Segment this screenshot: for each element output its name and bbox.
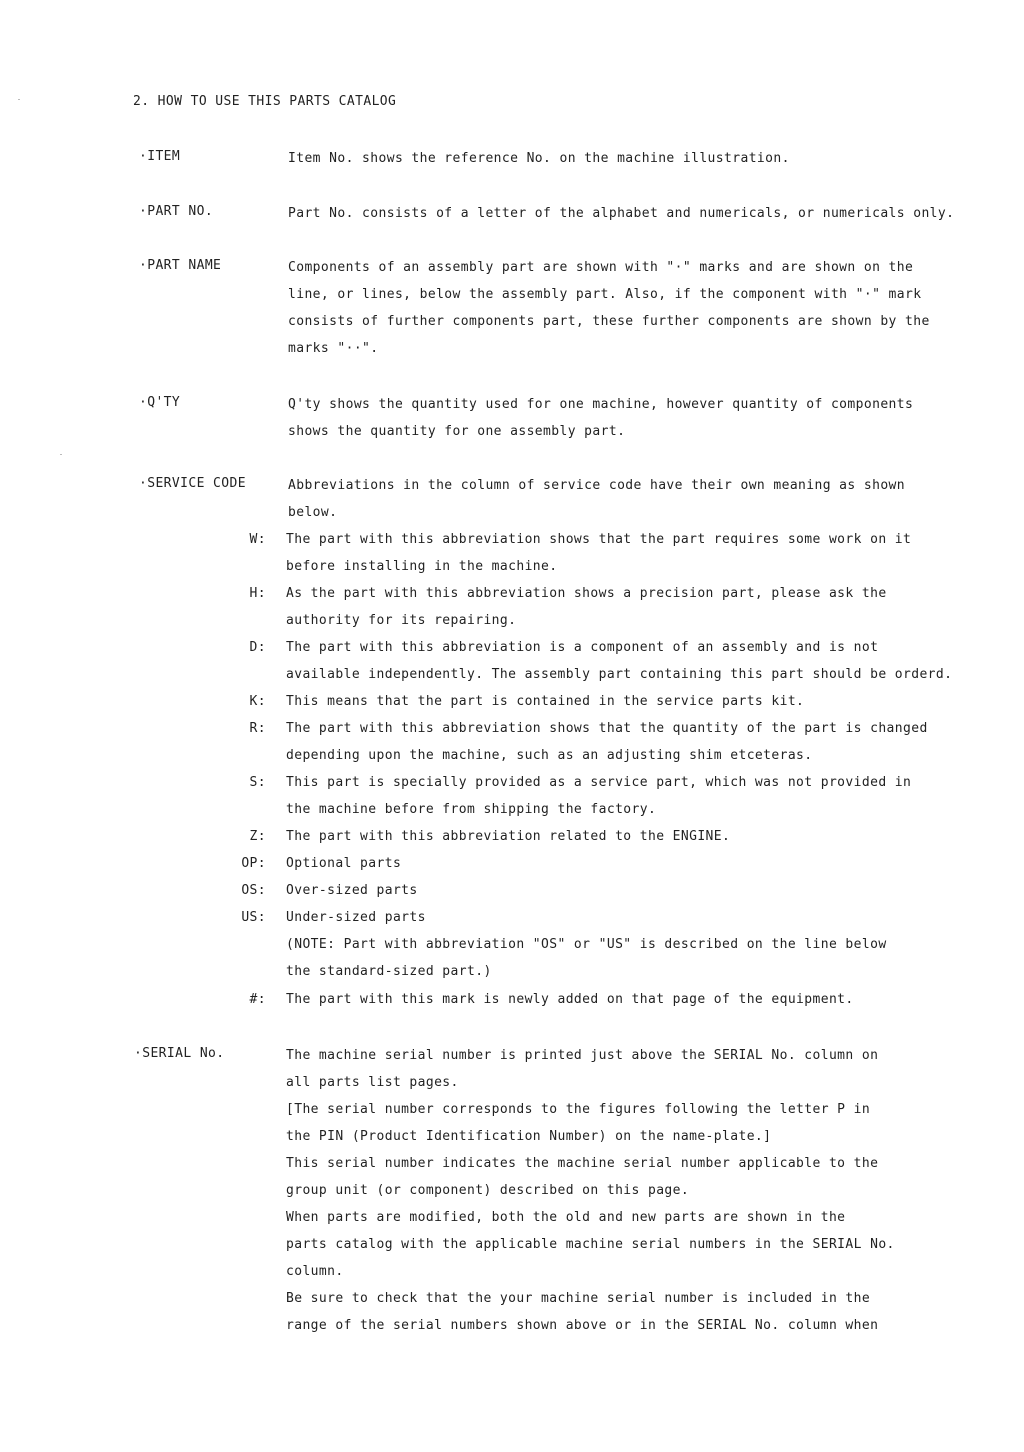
part-name-description [288,254,928,362]
item-description [288,145,928,172]
text-line: before installing in the machine. [286,559,558,574]
text-line: all parts list pages. [286,1075,459,1090]
code-description [286,877,418,904]
text-line: available independently. The assembly part containing this part should be orderd. [286,667,953,682]
code-label: OS: [241,883,266,898]
qty-label: ·Q'TY [139,395,181,410]
code-description [286,850,401,877]
text-line: depending upon the machine, such as an adjusting shim etceteras. [286,748,813,763]
code-label: OP: [241,856,266,871]
code-description [286,769,911,823]
text-line: The part with this abbreviation shows that the quantity of the part is changed [286,721,928,736]
text-line: [The serial number corresponds to the figures following the letter P in [286,1102,871,1117]
part-no-description [288,200,955,227]
code-description [286,715,928,769]
code-label: Z: [249,829,266,844]
text-line: parts catalog with the applicable machine serial numbers in the SERIAL No. [286,1237,895,1252]
text-line: Q'ty shows the quantity used for one machine, however quantity of components [288,397,914,412]
serial-no-description [286,1042,926,1339]
part-name-label: ·PART NAME [139,258,222,273]
qty-description [288,391,928,445]
text-line: Part No. consists of a letter of the alphabet and numericals, or numericals only. [288,206,955,221]
serial-no-label: ·SERIAL No. [134,1046,225,1061]
code-description [286,986,854,1013]
code-label: H: [249,586,266,601]
section-heading: 2. HOW TO USE THIS PARTS CATALOG [133,94,397,109]
text-line: This means that the part is contained in the service parts kit. [286,694,805,709]
text-line: This serial number indicates the machine serial number applicable to the [286,1156,879,1171]
code-description [286,634,952,688]
code-label: D: [249,640,266,655]
text-line: As the part with this abbreviation shows a precision part, please ask the [286,586,887,601]
code-description [286,688,804,715]
text-line: below. [288,505,338,520]
text-line: This part is specially provided as a service part, which was not provided in [286,775,912,790]
code-description [286,823,730,850]
text-line: the standard-sized part.) [286,964,492,979]
text-line: Abbreviations in the column of service code have their own meaning as shown [288,478,905,493]
text-line: column. [286,1264,344,1279]
text-line: The part with this abbreviation shows that the part requires some work on it [286,532,912,547]
code-description [286,580,887,634]
part-no-label: ·PART NO. [139,204,214,219]
text-line: Over-sized parts [286,883,418,898]
code-description [286,904,887,985]
text-line: the PIN (Product Identification Number) on the name-plate.] [286,1129,772,1144]
scan-speck [18,99,20,100]
text-line: The part with this abbreviation is a component of an assembly and is not [286,640,879,655]
code-label: #: [249,992,266,1007]
text-line: The machine serial number is printed just above the SERIAL No. column on [286,1048,879,1063]
item-label: ·ITEM [139,149,181,164]
code-label: US: [241,910,266,925]
code-label: R: [249,721,266,736]
text-line: group unit (or component) described on this page. [286,1183,690,1198]
text-line: Components of an assembly part are shown with "·" marks and are shown on the [288,260,914,275]
text-line: (NOTE: Part with abbreviation "OS" or "US" is described on the line below [286,937,887,952]
text-line: marks "··". [288,341,379,356]
text-line: authority for its repairing. [286,613,517,628]
code-label: W: [249,532,266,547]
text-line: The part with this mark is newly added on that page of the equipment. [286,992,854,1007]
text-line: Item No. shows the reference No. on the machine illustration. [288,151,790,166]
text-line: the machine before from shipping the factory. [286,802,657,817]
text-line: shows the quantity for one assembly part. [288,424,626,439]
text-line: The part with this abbreviation related to the ENGINE. [286,829,731,844]
text-line: Optional parts [286,856,402,871]
text-line: consists of further components part, these further components are shown by the [288,314,930,329]
scan-speck [60,454,62,455]
code-description [286,526,911,580]
text-line: line, or lines, below the assembly part. Also, if the component with "·" mark [288,287,922,302]
service-code-description [288,472,928,526]
text-line: Be sure to check that the your machine serial number is included in the [286,1291,871,1306]
text-line: range of the serial numbers shown above or in the SERIAL No. column when [286,1318,879,1333]
text-line: Under-sized parts [286,910,426,925]
service-code-label: ·SERVICE CODE [139,476,246,491]
text-line: When parts are modified, both the old and new parts are shown in the [286,1210,846,1225]
code-label: K: [249,694,266,709]
code-label: S: [249,775,266,790]
